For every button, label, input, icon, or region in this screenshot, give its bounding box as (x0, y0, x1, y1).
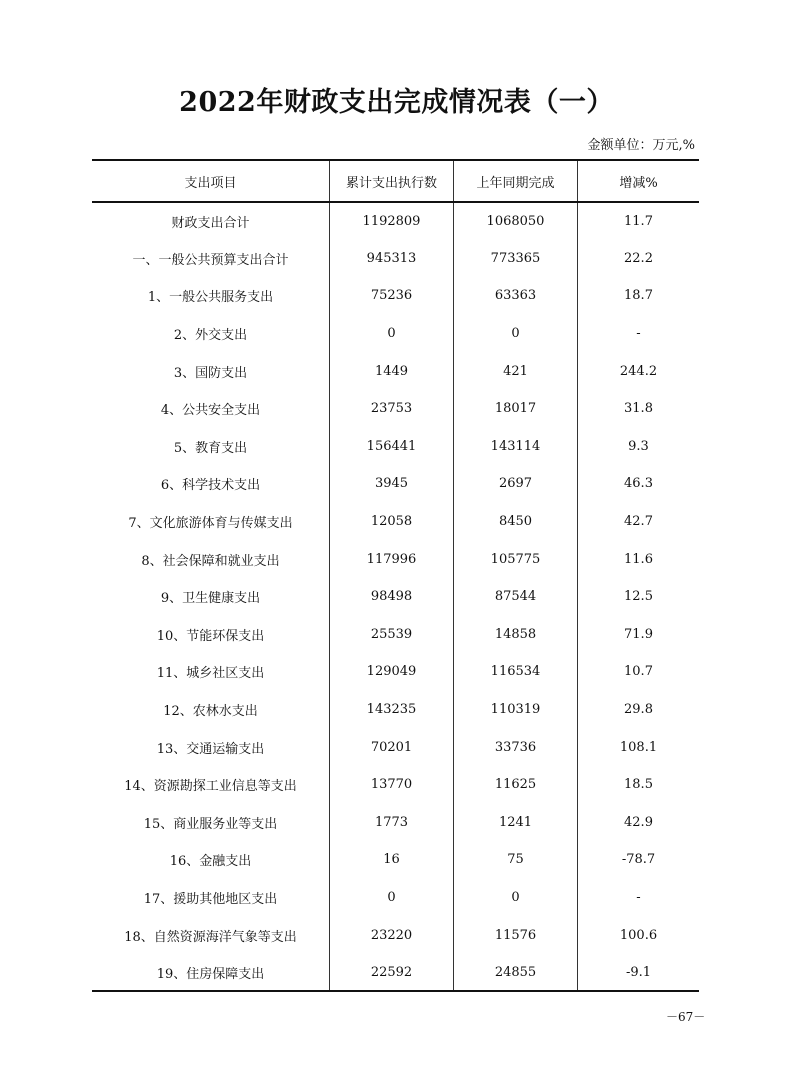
cumulative-cell: 117996 (330, 540, 454, 578)
item-cell: 11、城乡社区支出 (156, 666, 265, 682)
table-row (92, 540, 699, 578)
item-cell: 4、公共安全支出 (160, 403, 261, 419)
item-cell: 15、商业服务业等支出 (143, 816, 278, 832)
change-cell: 31.8 (578, 390, 700, 428)
item-cell: 财政支出合计 (171, 215, 250, 231)
cumulative-cell: 23220 (330, 916, 454, 954)
table-row (92, 315, 699, 353)
cumulative-cell: 75236 (330, 277, 454, 315)
table-row (92, 277, 699, 315)
change-cell: 244.2 (578, 352, 700, 390)
item-cell: 13、交通运输支出 (156, 741, 265, 757)
table-row (92, 841, 699, 879)
cumulative-cell: 3945 (330, 465, 454, 503)
last-year-cell: 110319 (454, 691, 578, 729)
item-cell: 8、社会保障和就业支出 (141, 553, 280, 569)
cumulative-cell: 0 (330, 315, 454, 353)
last-year-cell: 33736 (454, 728, 578, 766)
cumulative-cell: 1192809 (330, 202, 454, 240)
table-row (92, 428, 699, 466)
table-row (92, 766, 699, 804)
cumulative-cell: 945313 (330, 240, 454, 278)
change-cell: 100.6 (578, 916, 700, 954)
header-change: 增减% (578, 160, 700, 202)
change-cell: 22.2 (578, 240, 700, 278)
last-year-cell: 1068050 (454, 202, 578, 240)
change-cell: 29.8 (578, 691, 700, 729)
change-cell: 42.7 (578, 503, 700, 541)
cumulative-cell: 1773 (330, 804, 454, 842)
change-cell: 108.1 (578, 728, 700, 766)
table-row (92, 578, 699, 616)
item-cell: 16、金融支出 (169, 854, 252, 870)
change-cell: 11.7 (578, 202, 700, 240)
last-year-cell: 18017 (454, 390, 578, 428)
expenditure-table (92, 159, 699, 992)
last-year-cell: 8450 (454, 503, 578, 541)
last-year-cell: 87544 (454, 578, 578, 616)
table-row (92, 653, 699, 691)
cumulative-cell: 1449 (330, 352, 454, 390)
last-year-cell: 1241 (454, 804, 578, 842)
last-year-cell: 11625 (454, 766, 578, 804)
cumulative-cell: 16 (330, 841, 454, 879)
change-cell: 71.9 (578, 616, 700, 654)
last-year-cell: 143114 (454, 428, 578, 466)
last-year-cell: 11576 (454, 916, 578, 954)
change-cell: -78.7 (578, 841, 700, 879)
item-cell: 7、文化旅游体育与传媒支出 (128, 516, 293, 532)
change-cell: 12.5 (578, 578, 700, 616)
table-row (92, 503, 699, 541)
table-row (92, 240, 699, 278)
last-year-cell: 75 (454, 841, 578, 879)
cumulative-cell: 143235 (330, 691, 454, 729)
cumulative-cell: 129049 (330, 653, 454, 691)
header-cumulative: 累计支出执行数 (330, 160, 454, 202)
item-cell: 17、援助其他地区支出 (143, 891, 278, 907)
cumulative-cell: 23753 (330, 390, 454, 428)
table-row (92, 954, 699, 992)
table-row (92, 390, 699, 428)
item-cell: 一、一般公共预算支出合计 (132, 252, 289, 268)
change-cell: -9.1 (578, 954, 700, 992)
table-row (92, 352, 699, 390)
change-cell: 10.7 (578, 653, 700, 691)
change-cell: 42.9 (578, 804, 700, 842)
table-row (92, 691, 699, 729)
header-item: 支出项目 (92, 160, 330, 202)
cumulative-cell: 98498 (330, 578, 454, 616)
table-row (92, 616, 699, 654)
item-cell: 14、资源勘探工业信息等支出 (124, 779, 297, 795)
page-number: －67－ (666, 1010, 706, 1024)
change-cell: - (578, 879, 700, 917)
cumulative-cell: 156441 (330, 428, 454, 466)
table-row (92, 728, 699, 766)
item-cell: 9、卫生健康支出 (160, 591, 261, 607)
change-cell: 9.3 (578, 428, 700, 466)
cumulative-cell: 22592 (330, 954, 454, 992)
last-year-cell: 116534 (454, 653, 578, 691)
table-row (92, 202, 699, 240)
item-cell: 19、住房保障支出 (92, 954, 330, 992)
table-row (92, 804, 699, 842)
item-cell: 5、教育支出 (173, 440, 248, 456)
item-cell: 10、节能环保支出 (156, 628, 265, 644)
unit-note: 金额单位：万元,% (587, 138, 695, 153)
table-header-row (92, 160, 699, 202)
cumulative-cell: 25539 (330, 616, 454, 654)
change-cell: - (578, 315, 700, 353)
item-cell: 1、一般公共服务支出 (147, 290, 274, 306)
last-year-cell: 0 (454, 879, 578, 917)
item-cell: 6、科学技术支出 (160, 478, 261, 494)
item-cell: 2、外交支出 (173, 328, 248, 344)
last-year-cell: 63363 (454, 277, 578, 315)
last-year-cell: 0 (454, 315, 578, 353)
cumulative-cell: 13770 (330, 766, 454, 804)
change-cell: 18.7 (578, 277, 700, 315)
last-year-cell: 24855 (454, 954, 578, 992)
item-cell: 18、自然资源海洋气象等支出 (124, 929, 297, 945)
header-last-year: 上年同期完成 (454, 160, 578, 202)
last-year-cell: 14858 (454, 616, 578, 654)
last-year-cell: 773365 (454, 240, 578, 278)
item-cell: 12、农林水支出 (163, 704, 258, 720)
change-cell: 46.3 (578, 465, 700, 503)
table-row (92, 879, 699, 917)
table-row (92, 465, 699, 503)
last-year-cell: 2697 (454, 465, 578, 503)
cumulative-cell: 70201 (330, 728, 454, 766)
last-year-cell: 105775 (454, 540, 578, 578)
last-year-cell: 421 (454, 352, 578, 390)
page-title: 2022年财政支出完成情况表（一） (179, 87, 614, 118)
table-row (92, 916, 699, 954)
item-cell: 3、国防支出 (173, 365, 248, 381)
change-cell: 11.6 (578, 540, 700, 578)
cumulative-cell: 12058 (330, 503, 454, 541)
change-cell: 18.5 (578, 766, 700, 804)
cumulative-cell: 0 (330, 879, 454, 917)
